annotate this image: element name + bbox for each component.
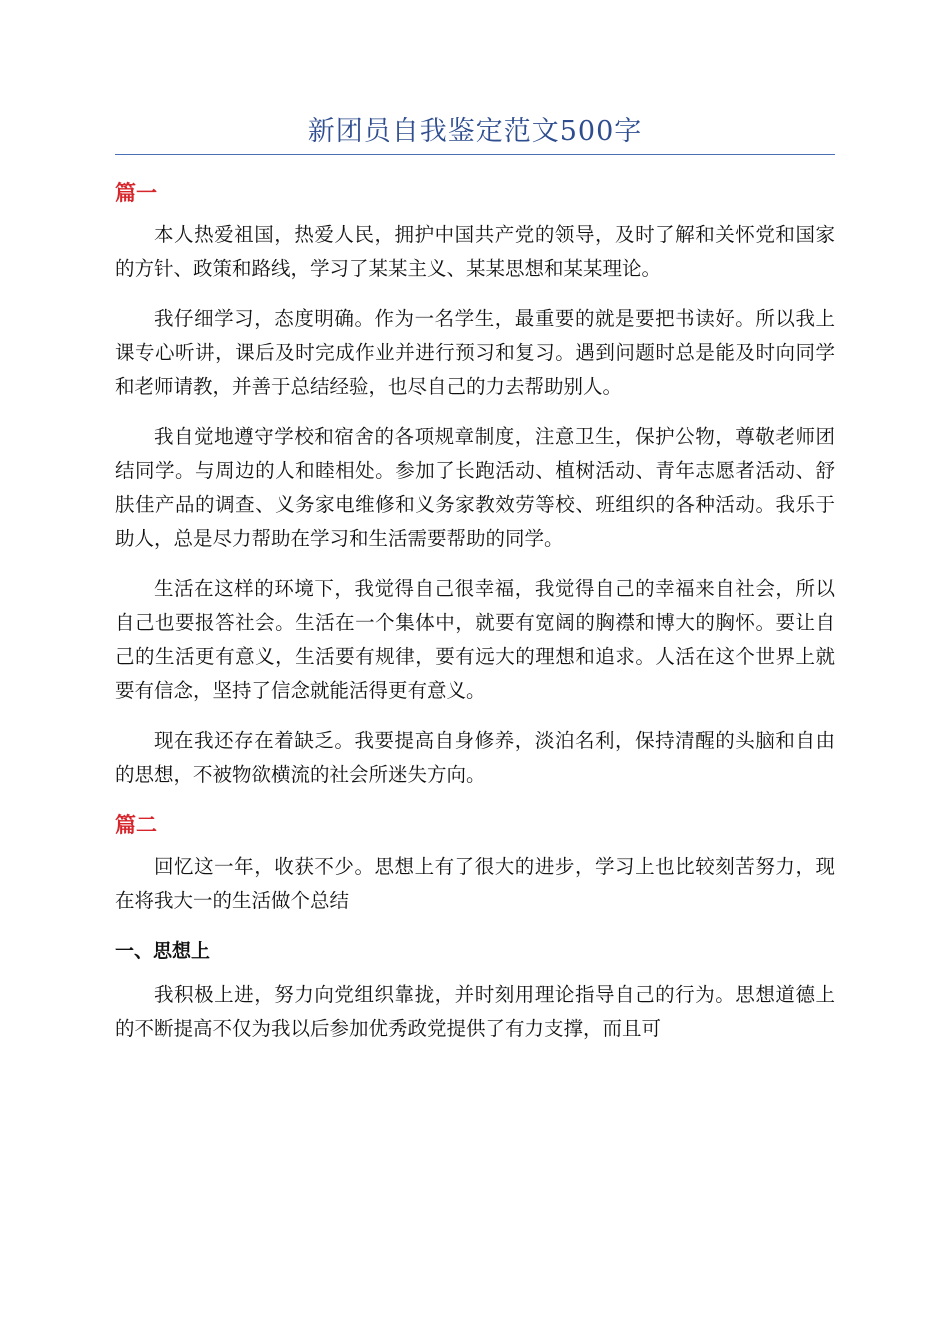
document-title: 新团员自我鉴定范文500字 bbox=[307, 116, 643, 147]
paragraph: 回忆这一年，收获不少。思想上有了很大的进步，学习上也比较刻苦努力，现在将我大一的生活做个总结 bbox=[115, 855, 835, 912]
paragraph: 我自觉地遵守学校和宿舍的各项规章制度，注意卫生，保护公物，尊敬老师团结同学。与周边的人和睦相处。参加了长跑活动、植树活动、青年志愿者活动、舒肤佳产品的调查、义务家电维修和义务家教效劳等校、班组织的各种活动。我乐于助人，总是尽力帮助在学习和生活需要帮助的同学。 bbox=[115, 425, 835, 550]
title-divider bbox=[115, 154, 835, 155]
paragraph: 现在我还存在着缺乏。我要提高自身修养，淡泊名利，保持清醒的头脑和自由的思想，不被物欲横流的社会所迷失方向。 bbox=[115, 729, 835, 786]
paragraph: 我仔细学习，态度明确。作为一名学生，最重要的就是要把书读好。所以我上课专心听讲，课后及时完成作业并进行预习和复习。遇到问题时总是能及时向同学和老师请教，并善于总结经验，也尽自己的力去帮助别人。 bbox=[115, 307, 835, 398]
paragraph: 本人热爱祖国，热爱人民，拥护中国共产党的领导，及时了解和关怀党和国家的方针、政策和路线，学习了某某主义、某某思想和某某理论。 bbox=[115, 223, 835, 280]
paragraph: 我积极上进，努力向党组织靠拢，并时刻用理论指导自己的行为。思想道德上的不断提高不仅为我以后参加优秀政党提供了有力支撑，而且可 bbox=[115, 983, 835, 1040]
section-heading-2: 篇二 bbox=[115, 813, 157, 837]
section-heading-1: 篇一 bbox=[115, 181, 157, 205]
paragraph: 生活在这样的环境下，我觉得自己很幸福，我觉得自己的幸福来自社会，所以自己也要报答社会。生活在一个集体中，就要有宽阔的胸襟和博大的胸怀。要让自己的生活更有意义，生活要有规律，要有远大的理想和追求。人活在这个世界上就要有信念，坚持了信念就能活得更有意义。 bbox=[115, 577, 835, 702]
subsection-heading: 一、思想上 bbox=[115, 940, 211, 962]
document-body bbox=[115, 170, 835, 1062]
